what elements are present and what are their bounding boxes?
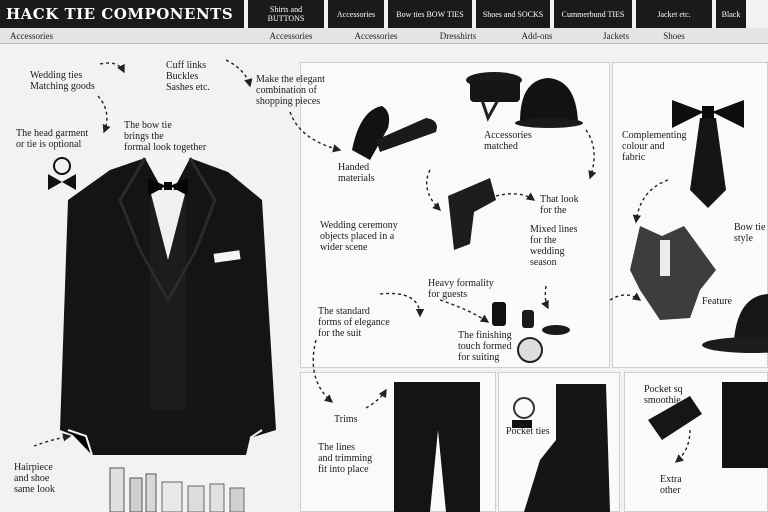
note-bow-tie: The bow tie brings the formal look together (124, 120, 207, 153)
note-standard-forms: The standard forms of elegance for the suit (318, 306, 390, 339)
note-head-garment: The head garment or tie is optional (16, 128, 89, 150)
note-that-look: That look for the (540, 194, 579, 216)
shorts-image (512, 384, 610, 512)
note-cuff-links: Cuff links Buckles Sashes etc. (166, 60, 210, 93)
note-lines-trimming: The lines and trimming fit into place (318, 442, 373, 475)
top-hat-image (466, 72, 522, 118)
subnav-item[interactable]: Accessories (354, 31, 398, 41)
subnav-item[interactable]: Accessories (10, 31, 53, 41)
tab-shirts[interactable]: Shirts and BUTTONS (248, 0, 324, 28)
bowler-hat-image (515, 78, 583, 128)
note-feature: Feature (702, 296, 732, 307)
note-hairpiece: Hairpiece and shoe same look (14, 462, 55, 495)
page-title: HACK TIE COMPONENTS (0, 0, 244, 28)
subnav-item[interactable]: Shoes (663, 31, 685, 41)
cufflinks-set-image (110, 468, 244, 512)
note-complementing: Complementing colour and fabric (622, 130, 687, 163)
note-mixed-lines: Mixed lines for the wedding season (530, 224, 578, 268)
subnav-item[interactable]: Add-ons (521, 31, 553, 41)
tab-jacket[interactable]: Jacket etc. (636, 0, 712, 28)
tab-bow-ties[interactable]: Bow ties BOW TIES (388, 0, 472, 28)
tab-black[interactable]: Black (716, 0, 746, 28)
note-heavy-formality: Heavy formality for guests (428, 278, 494, 300)
subnav-item[interactable]: Jackets (603, 31, 629, 41)
subnav-item[interactable]: Dresshirts (439, 31, 477, 41)
note-pocket-ties: Pocket ties (506, 426, 550, 437)
subnav-item[interactable]: Accessories (269, 31, 313, 41)
tuxedo-jacket-image (60, 152, 276, 455)
note-finishing-touch: The finishing touch formed for suiting (458, 330, 512, 363)
note-handed-materials: Handed materials (338, 162, 375, 184)
tab-shoes[interactable]: Shoes and SOCKS (476, 0, 550, 28)
small-bow-tie-image (48, 158, 76, 190)
ascot-tie-image (448, 178, 496, 250)
tab-accessories[interactable]: Accessories (328, 0, 384, 28)
tab-cummerbund[interactable]: Cummerbund TIES (554, 0, 632, 28)
note-bow-tie-style: Bow tie style (734, 222, 766, 244)
note-elegant-combination: Make the elegant combination of shopping pieces (256, 74, 325, 107)
note-accessories-matched: Accessories matched (484, 130, 532, 152)
note-wedding-ceremony: Wedding ceremony objects placed in a wider scene (320, 220, 398, 253)
note-extra: Extra other (660, 474, 682, 496)
shoe-image (352, 106, 437, 160)
note-pocket-square: Pocket sq smoothie (644, 384, 683, 406)
note-wedding-ties: Wedding ties Matching goods (30, 70, 95, 92)
note-trims: Trims (334, 414, 358, 425)
trousers-image (394, 382, 480, 512)
